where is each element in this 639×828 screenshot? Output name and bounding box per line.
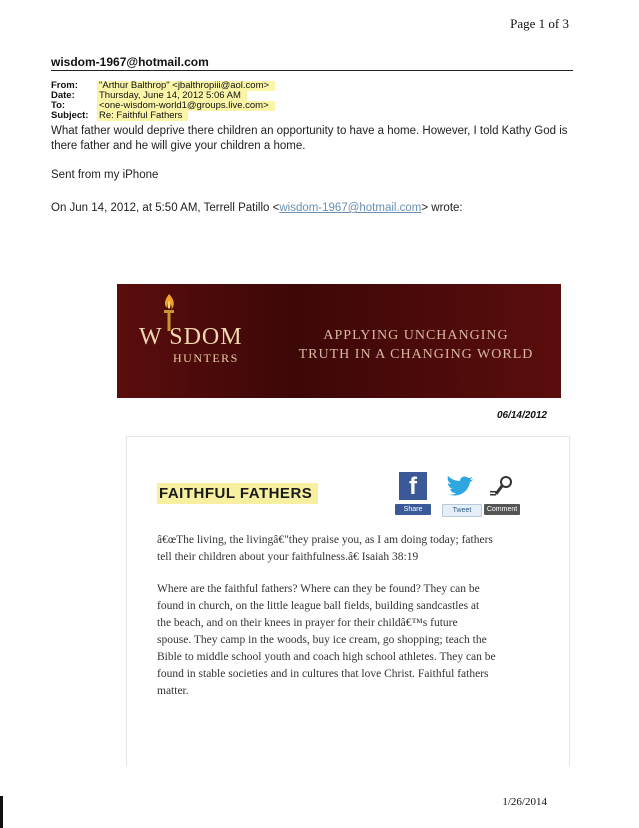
comment-share[interactable]: [484, 472, 520, 518]
date-value: Thursday, June 14, 2012 5:06 AM: [97, 91, 247, 101]
signature: Sent from my iPhone: [51, 169, 159, 181]
paragraph-line: Bible to middle school youth and coach high school athletes. They can be: [157, 651, 496, 663]
from-value: "Arthur Balthrop" <jbalthropiii@aol.com>: [97, 81, 275, 91]
facebook-icon: f: [399, 472, 427, 500]
twitter-bird-icon: [446, 476, 474, 498]
scripture-verse: [157, 532, 557, 566]
header-divider: [51, 70, 573, 71]
to-label: To:: [51, 100, 66, 111]
subject-value: Re: Faithful Fathers: [97, 111, 188, 121]
comment-icon: [488, 474, 516, 500]
paragraph-line: found in stable societies and in cultures that love Christ. Faithful fathers: [157, 668, 489, 680]
paragraph-line: spouse. They camp in the woods, buy ice cream, go shopping; teach the: [157, 634, 487, 646]
subject-label: Subject:: [51, 110, 89, 121]
article-paragraph: [157, 581, 557, 700]
print-date: 1/26/2014: [502, 796, 547, 808]
logo-wisdom: W SDOM: [139, 324, 243, 350]
scan-edge-mark: [0, 796, 3, 828]
quote-email-link[interactable]: wisdom-1967@hotmail.com: [279, 202, 422, 214]
to-value: <one-wisdom-world1@groups.live.com>: [97, 101, 275, 111]
newsletter-date: 06/14/2012: [496, 410, 547, 421]
tagline-line-1: APPLYING UNCHANGING: [323, 328, 509, 343]
account-email: wisdom-1967@hotmail.com: [51, 55, 209, 69]
paragraph-line: Where are the faithful fathers? Where can they be found? They can be: [157, 583, 480, 595]
quote-header: [51, 201, 571, 216]
reply-text: [51, 124, 571, 154]
twitter-share[interactable]: [440, 472, 482, 518]
tagline-line-2: TRUTH IN A CHANGING WORLD: [298, 347, 534, 362]
verse-line-1: â€œThe living, the livingâ€"they praise you, as I am doing today; fathers: [157, 534, 493, 546]
verse-line-2: tell their children about your faithfulness.â€ Isaiah 38:19: [157, 551, 419, 563]
date-label: Date:: [51, 90, 75, 101]
quote-suffix: > wrote:: [421, 202, 463, 214]
paragraph-line: found in church, on the little league ball fields, building sandcastles at: [157, 600, 480, 612]
article-title: FAITHFUL FATHERS: [157, 483, 318, 504]
quote-prefix: On Jun 14, 2012, at 5:50 AM, Terrell Patillo <: [51, 202, 280, 214]
comment-button[interactable]: Comment: [484, 504, 520, 515]
tweet-button[interactable]: Tweet: [442, 504, 482, 517]
share-button[interactable]: Share: [395, 504, 431, 515]
logo-hunters: HUNTERS: [173, 351, 239, 365]
wisdom-hunters-banner: [117, 284, 561, 398]
paragraph-line: matter.: [157, 685, 189, 697]
facebook-share[interactable]: [395, 472, 435, 518]
paragraph-line: the beach, and on their knees in prayer for their childâ€™s future: [157, 617, 458, 629]
reply-line-1: What father would deprive there children an opportunity to have a home. However, I told Kathy God is: [51, 125, 568, 137]
reply-line-2: there father and he will give your children a home.: [51, 140, 306, 152]
from-label: From:: [51, 80, 78, 91]
page-number: Page 1 of 3: [510, 16, 569, 31]
